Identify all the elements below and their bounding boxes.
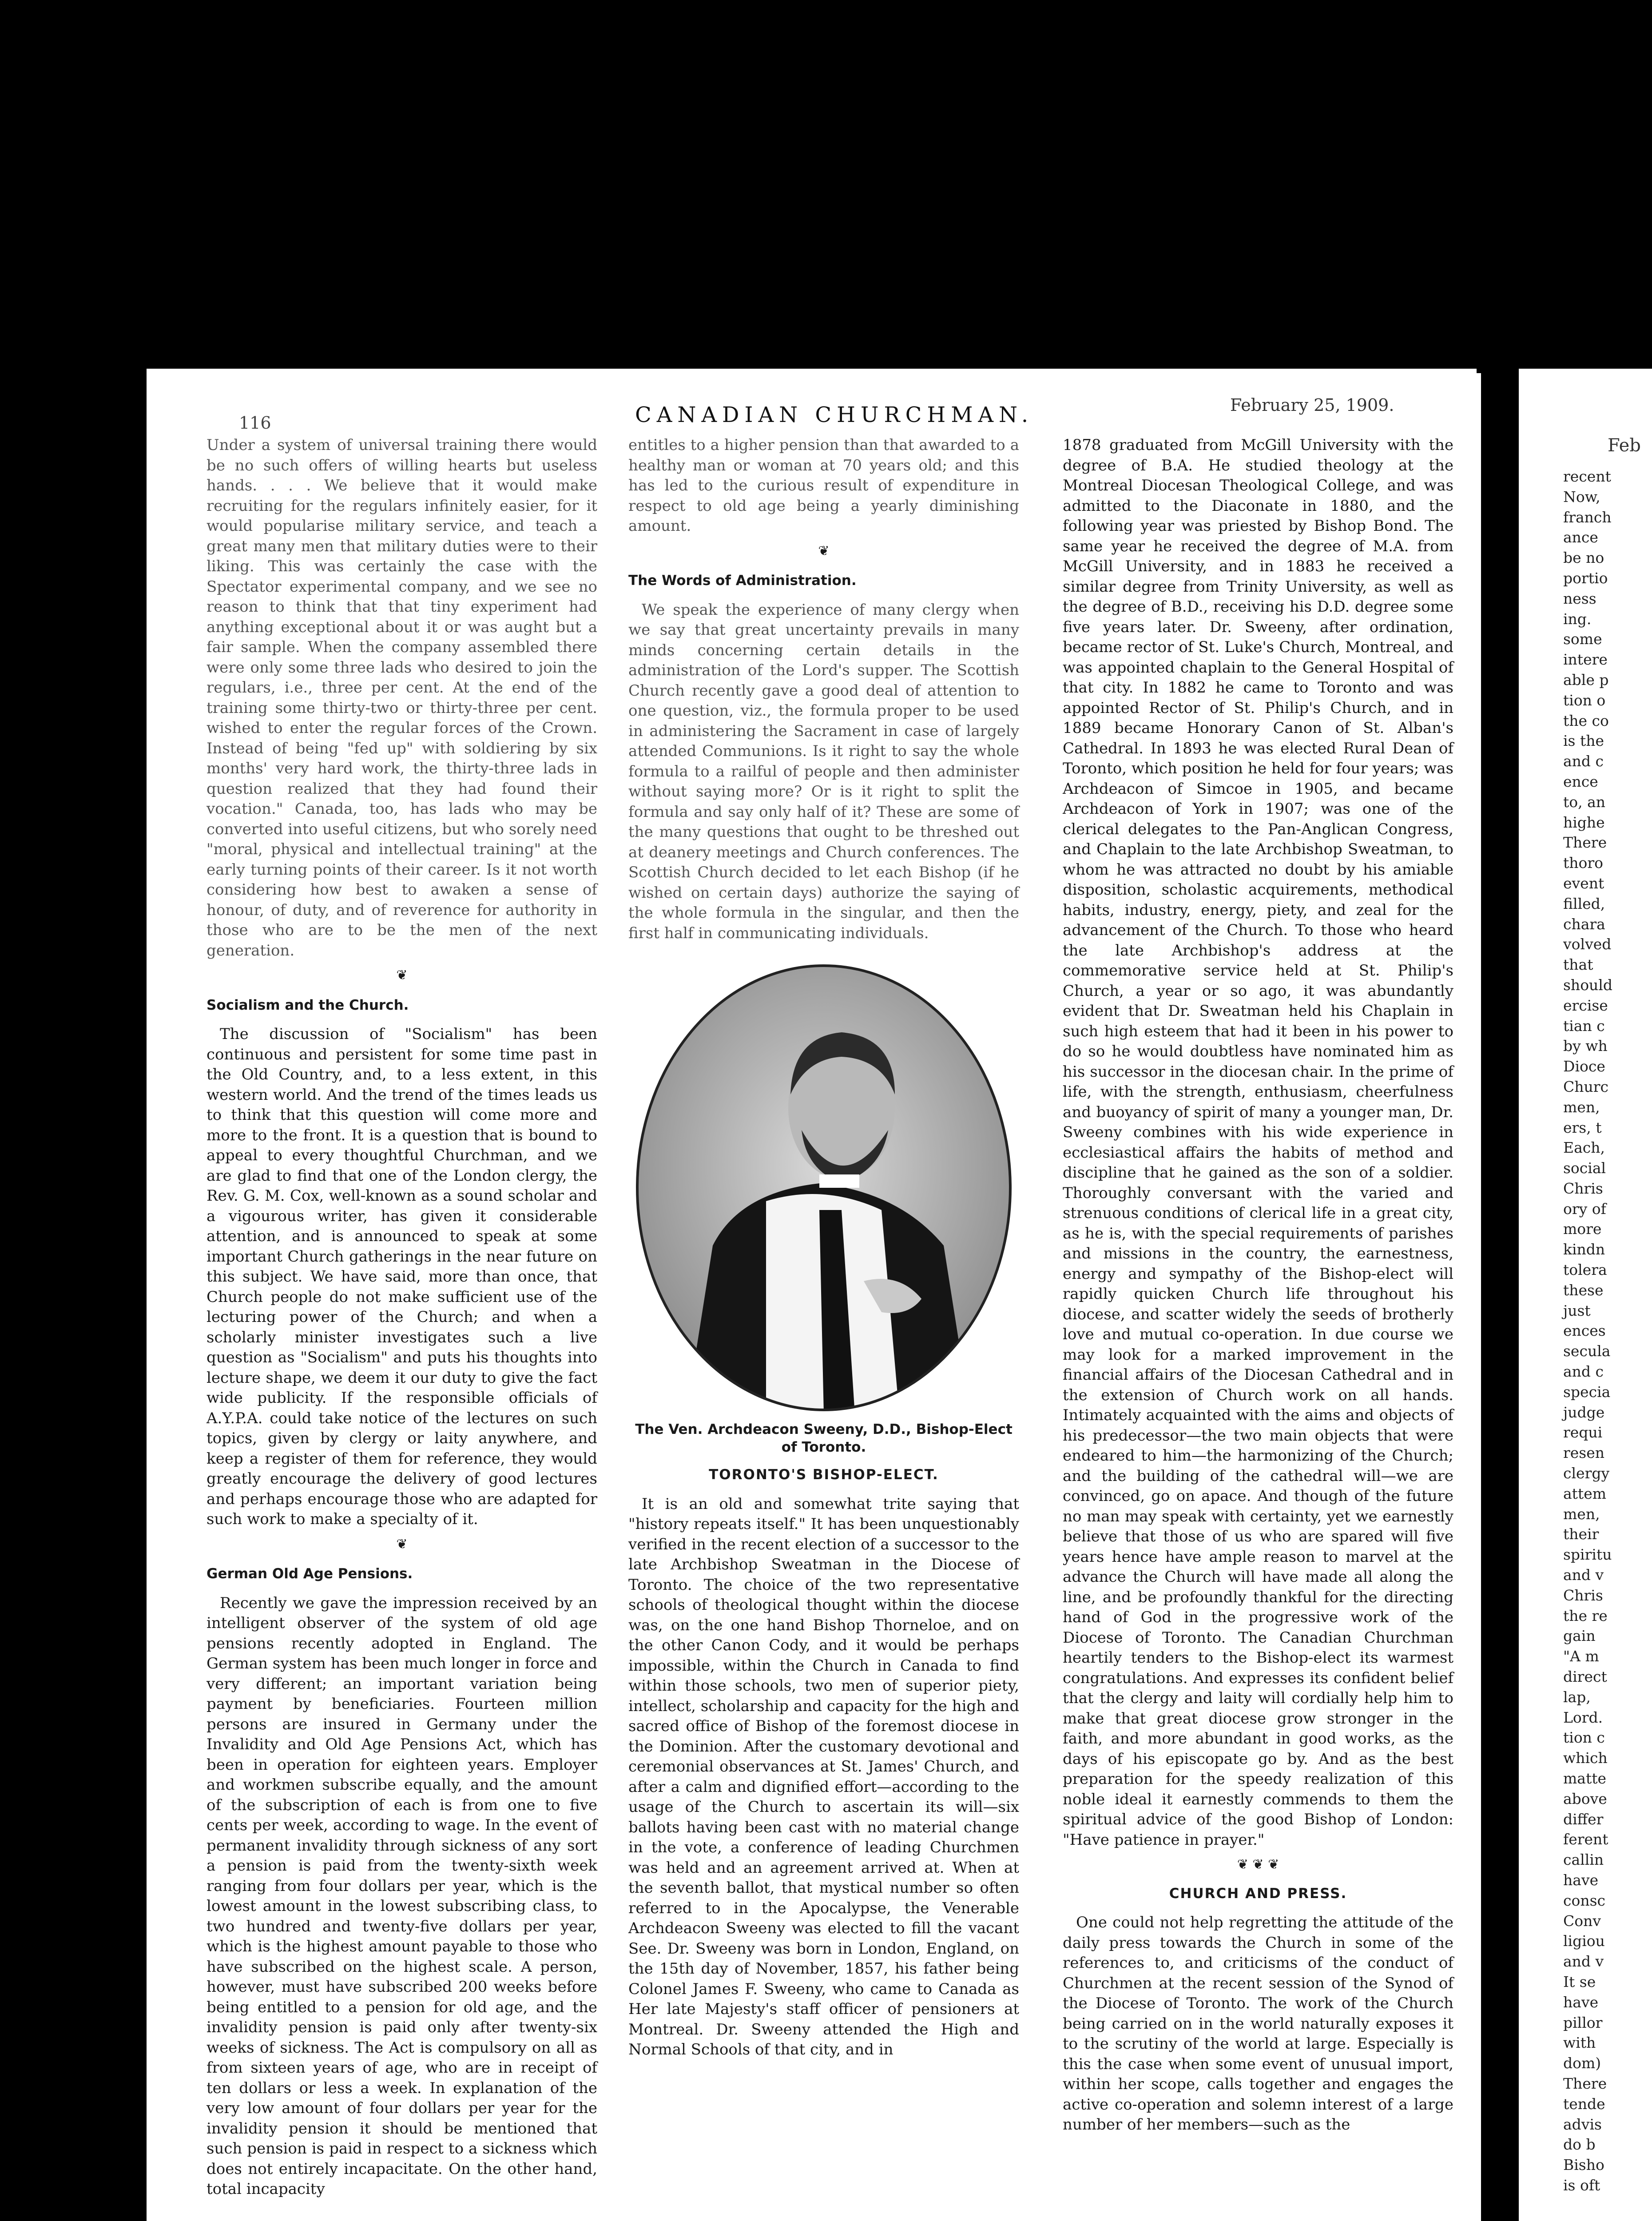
next-page-fragment: with	[1563, 2034, 1596, 2052]
section-heading: Socialism and the Church.	[206, 997, 409, 1013]
next-page-fragment: intere	[1563, 651, 1608, 669]
dateline: February 25, 1909.	[1230, 395, 1394, 415]
next-page-fragment: tende	[1563, 2095, 1605, 2113]
next-page-fragment: secula	[1563, 1342, 1611, 1360]
portrait-photo	[633, 961, 1015, 1414]
next-page-fragment: and c	[1563, 1363, 1604, 1381]
section-heading: The Words of Administration.	[628, 573, 857, 589]
page-number: 116	[239, 413, 271, 433]
next-page-fragment: tion o	[1563, 691, 1606, 709]
next-page-header: Feb	[1608, 435, 1641, 456]
next-page-fragment: ance	[1563, 529, 1598, 546]
next-page-fragment: social	[1563, 1159, 1606, 1177]
column-3	[1063, 435, 1453, 2135]
section-heading: TORONTO'S BISHOP-ELECT.	[709, 1467, 939, 1483]
next-page-fragment: "A m	[1563, 1648, 1599, 1665]
next-page-fragment: able p	[1563, 671, 1609, 689]
article-text: entitles to a higher pension than that awarded to a healthy man or woman at 70 years old; and this has led to the curious result of expenditure in respect to old age being a yearly diminishing amount.	[628, 436, 1019, 535]
page-binding	[1481, 364, 1517, 2221]
article-text: Recently we gave the impression received by an intelligent observer of the system of old age pensions recently adopted in England. The German system has been much longer in force and very different; an important variation being payment by beneficiaries. Fourteen million persons are insured in Germany under the Invalidity and Old Age Pensions Act, which has been in operation for eighteen years. Employer and workmen subscribe equally, and the amount of the subscription of each is from one to five cents per week, according to wage. In the event of permanent invalidity through sickness of any sort a pension is paid from the twenty-sixth week ranging from four dollars per year, which is the lowest amount in the lowest subscribing class, to two hundred and twenty-five dollars per year, which is the highest amount payable to those who have subscribed on the highest scale. A person, however, must have subscribed 200 weeks before being entitled to a pension for old age, and the invalidity pension is paid only after twenty-six weeks of sickness. The Act is compulsory on all as from sixteen years of age, who are in receipt of ten dollars or less a week. In explanation of the very low amount of four dollars per year for the invalidity pension it should be mentioned that such pension is paid in respect to a sickness which does not entirely incapacitate. On the other hand, total incapacity	[206, 1594, 597, 2198]
next-page-fragment: franch	[1563, 508, 1612, 526]
next-page-fragment: ness	[1563, 589, 1596, 607]
next-page-fragment: the re	[1563, 1607, 1608, 1624]
next-page-fragment: their	[1563, 1525, 1599, 1543]
next-page-fragment: more	[1563, 1220, 1602, 1238]
next-page-fragment: event	[1563, 874, 1604, 892]
next-page-fragment: It se	[1563, 1973, 1596, 1990]
next-page-fragment: kindn	[1563, 1241, 1605, 1258]
next-page-fragment: some	[1563, 630, 1602, 648]
next-page-fragment: ers, t	[1563, 1118, 1602, 1136]
next-page-fragment: callin	[1563, 1851, 1604, 1869]
masthead: CANADIAN CHURCHMAN.	[635, 402, 1034, 427]
next-page-fragment: pillor	[1563, 2014, 1603, 2031]
next-page-fragment: these	[1563, 1281, 1604, 1299]
next-page-fragment: There	[1563, 834, 1607, 852]
newspaper-page	[147, 369, 1483, 2221]
next-page-fragment: filled,	[1563, 895, 1605, 912]
next-page-fragment: by wh	[1563, 1037, 1608, 1055]
next-page-fragment: ing.	[1563, 610, 1592, 628]
next-page-fragment: ligiou	[1563, 1932, 1605, 1950]
next-page-fragment: Chris	[1563, 1179, 1603, 1197]
next-page-edge	[1519, 369, 1652, 2221]
ornament-icon: ❦	[396, 1536, 408, 1552]
next-page-fragment: thoro	[1563, 854, 1604, 872]
next-page-fragment: to, an	[1563, 793, 1606, 811]
next-page-fragment: gain	[1563, 1627, 1596, 1645]
next-page-fragment: volved	[1563, 935, 1612, 953]
next-page-fragment: resen	[1563, 1444, 1605, 1462]
next-page-fragment: differ	[1563, 1810, 1604, 1828]
next-page-fragment: have	[1563, 1871, 1599, 1889]
next-page-fragments	[1563, 466, 1648, 2196]
next-page-fragment: men,	[1563, 1505, 1600, 1523]
next-page-fragment: Bisho	[1563, 2156, 1604, 2174]
next-page-fragment: tion c	[1563, 1729, 1605, 1747]
next-page-fragment: have	[1563, 1993, 1599, 2011]
next-page-fragment: is oft	[1563, 2176, 1600, 2194]
next-page-fragment: tolera	[1563, 1261, 1607, 1279]
ornament-icon: ❦ ❦ ❦	[1237, 1857, 1279, 1872]
next-page-fragment: highe	[1563, 813, 1605, 831]
next-page-fragment: lap,	[1563, 1688, 1591, 1706]
article-text: The discussion of "Socialism" has been continuous and persistent for some time past in the Old Country, and, to a less extent, in this western world. And the trend of the times leads us to think that this question will come more and more to the front. It is a question that is bound to appeal to every thoughtful Churchman, and we are glad to find that one of the London clergy, the Rev. G. M. Cox, well-known as a sound scholar and a vigourous writer, has given it considerable attention, and is announced to speak at some important Church gatherings in the near future on this subject. We have said, more than once, that Church people do not make sufficient use of the lecturing power of the Church; and when a scholarly minister investigates such a live question as "Socialism" and puts his thoughts into lecture shape, we deem it our duty to give the fact wide publicity. If the responsible officials of A.Y.P.A. could take notice of the lectures on such topics, given by clergy or laity anywhere, and keep a register of them for reference, they would greatly encourage the delivery of good lectures and perhaps encourage those who are adapted for such work to make a specialty of it.	[206, 1025, 597, 1528]
next-page-fragment: requi	[1563, 1424, 1603, 1441]
next-page-fragment: just	[1563, 1302, 1591, 1319]
next-page-fragment: chara	[1563, 915, 1605, 933]
ornament-icon: ❦	[396, 967, 408, 983]
article-text: 1878 graduated from McGill University with the degree of B.A. He studied theology at the Montreal Diocesan Theological College, and was admitted to the Diaconate in 1880, and the following year was priested by Bishop Bond. The same year he received the degree of M.A. from McGill University, and in 1883 he received a similar degree from Trinity University, as well as the degree of B.D., receiving his D.D. degree some five years later. Dr. Sweeny, after ordination, became rector of St. Luke's Church, Montreal, and was appointed chaplain to the General Hospital of that city. In 1882 he came to Toronto and was appointed Rector of St. Philip's Church, and in 1889 became Honorary Canon of St. Alban's Cathedral. In 1893 he was elected Rural Dean of Toronto, which position he held for four years; was Archdeacon of Simcoe in 1905, and became Archdeacon of York in 1907; was one of the clerical delegates to the Pan-Anglican Congress, and Chaplain to the late Archbishop Sweatman, to whom he was attracted no doubt by his amiable disposition, scholastic acquirements, methodical habits, industry, energy, piety, and zeal for the advancement of the Church. To those who heard the late Archbishop's address at the commemorative service held at St. Philip's Church, a year or so ago, it was abundantly evident that Dr. Sweatman held his Chaplain in such high esteem that had it been in his power to do so he would doubtless have nominated him as his successor in the diocesan chair. In the prime of life, with the strength, enthusiasm, cheerfulness and buoyancy of spirit of many a younger man, Dr. Sweeny combines with his wide experience in ecclesiastical affairs the habits of method and discipline that he gained as the son of a soldier. Thoroughly conversant with the varied and strenuous conditions of clerical life in a great city, as he is, with the special requirements of parishes and missions in the country, the earnestness, energy and sympathy of the Bishop-elect will rapidly quicken Church life throughout his diocese, and scatter widely the seeds of brotherly love and mutual co-operation. In due course we may look for a marked improvement in the financial affairs of the Diocesan Cathedral and in the extension of Church work on all hands. Intimately acquainted with the aims and objects of his predecessor—the two main objects that were endeared to him—the harmonizing of the Church; and the building of the cathedral will—we are convinced, go on apace. And though of the future no man may speak with certainty, yet we earnestly believe that those of us who are spared will five years hence have ample reason to marvel at the advance the Church will have made all along the line, and be profoundly thankful for the directing hand of God in the progressive work of the Diocese of Toronto. The Canadian Churchman heartily tenders to the Bishop-elect its warmest congratulations. And expresses its confident belief that the clergy and laity will cordially help him to make that great diocese grow stronger in the faith, and more abundant in good works, as the days of his episcopate go by. And as the best preparation for the speedy realization of this noble ideal it earnestly commends to them the spiritual advice of the good Bishop of London: "Have patience in prayer."	[1063, 436, 1453, 1849]
next-page-fragment: ence	[1563, 772, 1598, 790]
next-page-fragment: matte	[1563, 1770, 1607, 1787]
next-page-fragment: and v	[1563, 1566, 1604, 1584]
next-page-fragment: Dioce	[1563, 1058, 1605, 1075]
next-page-fragment: the co	[1563, 712, 1609, 729]
column-2	[628, 435, 1019, 2060]
next-page-fragment: Conv	[1563, 1912, 1601, 1930]
next-page-fragment: be no	[1563, 549, 1604, 567]
next-page-fragment: advis	[1563, 2115, 1602, 2133]
next-page-fragment: and v	[1563, 1953, 1604, 1970]
next-page-fragment: judge	[1563, 1403, 1605, 1421]
article-text: One could not help regretting the attitude of the daily press towards the Church in some of the references to, and criticisms of the conduct of Churchmen at the recent session of the Synod of the Diocese of Toronto. The work of the Church being carried on in the world naturally exposes it to the scrutiny of the world at large. Especially is this the case when some event of unusual import, within her scope, calls together and engages the active co-operation and solemn interest of a large number of her members—such as the	[1063, 1914, 1453, 2133]
next-page-fragment: and c	[1563, 752, 1604, 770]
next-page-fragment: should	[1563, 976, 1612, 994]
archdeacon-portrait-icon	[633, 961, 1015, 1414]
next-page-fragment: ory of	[1563, 1200, 1606, 1218]
next-page-fragment: Chris	[1563, 1586, 1603, 1604]
next-page-fragment: Lord.	[1563, 1708, 1603, 1726]
section-heading: German Old Age Pensions.	[206, 1566, 413, 1582]
next-page-fragment: recent	[1563, 468, 1611, 485]
next-page-fragment: There	[1563, 2074, 1607, 2092]
ornament-icon: ❦	[818, 543, 830, 559]
article-text: It is an old and somewhat trite saying that "history repeats itself." It has been unquestionably verified in the recent election of a successor to the late Archbishop Sweatman in the Diocese of Toronto. The choice of the two representative schools of theological thought within the diocese was, on the one hand Bishop Thorneloe, and on the other Canon Cody, and it would be perhaps impossible, within the Church in Canada to find within those schools, two men of superior piety, intellect, scholarship and capacity for the high and sacred office of Bishop of the foremost diocese in the Dominion. After the customary devotional and ceremonial observances at St. James' Church, and after a calm and dignified effort—according to the usage of the Church to ascertain its will—six ballots having been cast with no material change in the vote, a conference of leading Churchmen was held and an agreement arrived at. When at the seventh ballot, that mystical number so often referred to in the Apocalypse, the Venerable Archdeacon Sweeny was elected to fill the vacant See. Dr. Sweeny was born in London, England, on the 15th day of November, 1857, his father being Colonel James F. Sweeny, who came to Canada as Her late Majesty's staff officer of pensioners at Montreal. Dr. Sweeny attended the High and Normal Schools of that city, and in	[628, 1495, 1019, 2058]
photo-caption: The Ven. Archdeacon Sweeny, D.D., Bishop-Elect of Toronto.	[635, 1421, 1013, 1455]
next-page-fragment: clergy	[1563, 1465, 1610, 1482]
next-page-fragment: spiritu	[1563, 1546, 1612, 1564]
next-page-fragment: Now,	[1563, 488, 1600, 505]
next-page-fragment: ferent	[1563, 1831, 1608, 1848]
next-page-fragment: direct	[1563, 1668, 1607, 1686]
next-page-fragment: is the	[1563, 732, 1604, 750]
page-binding-shadow	[1477, 71, 1503, 373]
next-page-fragment: specia	[1563, 1383, 1611, 1401]
article-text: Under a system of universal training there would be no such offers of willing hearts but useless hands. . . . We believe that it would make recruiting for the regulars infinitely easier, for it would popularise military service, and teach a great many men that military duties were to their liking. This was certainly the case with the Spectator experimental company, and we see no reason to think that that tiny experiment had anything exceptional about it or was aught but a fair sample. When the company assembled there were only some three lads who desired to join the regulars, i.e., three per cent. At the end of the training some thirty-two or thirty-three per cent. wished to enter the regular forces of the Crown. Instead of being "fed up" with soldiering by six months' very hard work, the thirty-three lads in question realized that they had found their vocation." Canada, too, has lads who may be converted into useful citizens, but who sorely need "moral, physical and intellectual training" at the early turning points of their career. Is it not worth considering how best to awaken a sense of honour, of duty, and of reverence for authority in those who are to be the men of the next generation.	[206, 436, 597, 959]
next-page-fragment: men,	[1563, 1098, 1600, 1116]
next-page-fragment: ences	[1563, 1322, 1606, 1340]
next-page-fragment: attem	[1563, 1485, 1607, 1502]
column-1	[206, 435, 597, 2200]
next-page-fragment: Churc	[1563, 1078, 1609, 1095]
article-text: We speak the experience of many clergy when we say that great uncertainty prevails in many minds concerning certain details in the administration of the Lord's supper. The Scottish Church recently gave a good deal of attention to one question, viz., the formula proper to be used in administering the Sacrament in case of largely attended Communions. Is it right to say the whole formula to a railful of people and then administer without saying more? Or is it right to split the formula and say only half of it? These are some of the many questions that ought to be threshed out at deanery meetings and Church conferences. The Scottish Church decided to let each Bishop (if he wished on certain days) authorize the saying of the whole formula in the singular, and then the first half in communicating individuals.	[628, 601, 1019, 942]
next-page-fragment: do b	[1563, 2136, 1596, 2153]
next-page-fragment: portio	[1563, 569, 1608, 587]
next-page-fragment: consc	[1563, 1891, 1606, 1909]
next-page-fragment: which	[1563, 1749, 1608, 1767]
section-heading: CHURCH AND PRESS.	[1169, 1885, 1347, 1902]
next-page-fragment: Each,	[1563, 1139, 1605, 1157]
next-page-fragment: dom)	[1563, 2054, 1601, 2072]
next-page-fragment: above	[1563, 1790, 1607, 1807]
next-page-fragment: that	[1563, 956, 1593, 974]
next-page-fragment: ercise	[1563, 996, 1608, 1014]
next-page-fragment: tian c	[1563, 1017, 1605, 1035]
